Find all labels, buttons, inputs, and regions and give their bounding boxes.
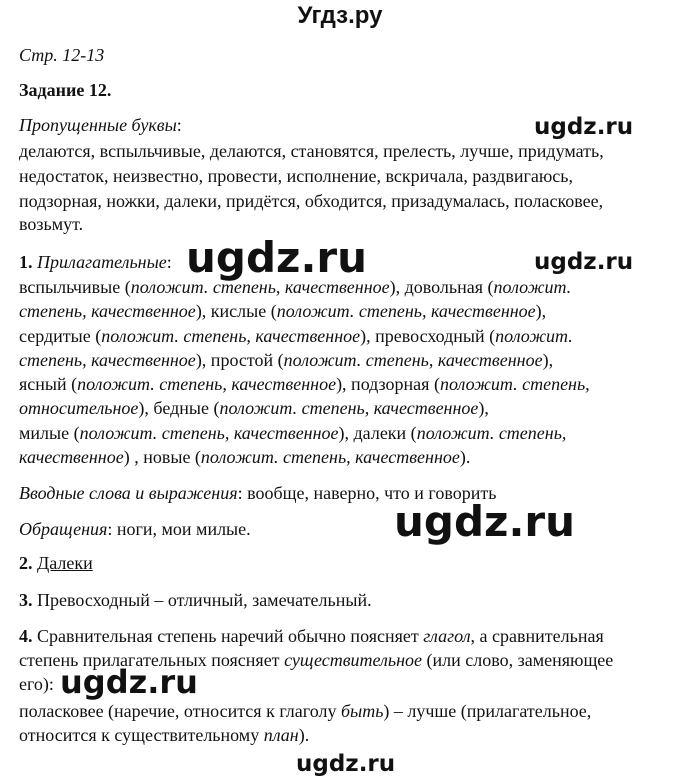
text-line <box>19 422 566 444</box>
text-segment: : <box>166 252 172 272</box>
text-segment: положит. <box>493 277 572 297</box>
text-line <box>19 114 182 136</box>
text-segment: вспыльчивые ( <box>19 277 131 297</box>
text-segment: ясный ( <box>19 374 78 394</box>
text-segment: его): <box>19 674 54 694</box>
text-segment: степень, качественное <box>19 350 196 370</box>
text-segment: Стр. 12-13 <box>19 45 105 65</box>
text-segment: , а сравнительная <box>470 626 604 646</box>
text-segment: : <box>176 115 182 135</box>
text-segment: делаются, вспыльчивые, делаются, становятся, прелесть, лучше, придумать, <box>19 141 604 161</box>
watermark: ugdz.ru <box>534 114 634 140</box>
text-segment: положит. степень, качественное <box>283 350 543 370</box>
text-line <box>19 446 470 468</box>
text-segment: ), превосходный ( <box>360 326 496 346</box>
text-segment: степень, качественное <box>19 301 196 321</box>
text-segment: подзорная, ножки, далеки, придётся, обходится, призадумалась, поласковее, <box>19 191 604 211</box>
text-line <box>19 625 604 647</box>
watermark: ugdz.ru <box>534 249 634 275</box>
text-segment: глагол <box>423 626 471 646</box>
text-segment: ), довольная ( <box>389 277 494 297</box>
text-line <box>19 140 604 162</box>
text-segment: качественное <box>19 447 124 467</box>
text-segment: ) – лучше (прилагательное, <box>383 701 592 721</box>
watermark: ugdz.ru <box>60 663 198 701</box>
text-segment: Превосходный – отличный, замечательный. <box>37 590 372 610</box>
text-segment: положит. степень, <box>439 374 590 394</box>
text-segment: Задание 12. <box>19 80 112 100</box>
text-segment: положит. степень, качественное <box>200 447 460 467</box>
text-line <box>19 349 553 371</box>
text-segment: степень прилагательных поясняет <box>19 650 285 670</box>
text-line <box>19 589 372 611</box>
text-segment: : ноги, мои милые. <box>107 519 251 539</box>
text-segment: 1. <box>19 252 37 272</box>
text-segment: положит. степень, <box>416 423 567 443</box>
text-segment: Пропущенные буквы <box>19 115 177 135</box>
text-segment: Прилагательные <box>37 252 167 272</box>
text-segment: ), далеки ( <box>338 423 417 443</box>
text-segment: 3. <box>19 590 37 610</box>
text-segment: положит. степень, качественное <box>79 423 339 443</box>
text-line <box>19 700 591 722</box>
text-line <box>19 518 251 540</box>
text-segment: 4. <box>19 626 37 646</box>
text-line <box>19 251 172 273</box>
text-segment: ), простой ( <box>195 350 284 370</box>
text-segment: 2. <box>19 553 37 573</box>
watermark: ugdz.ru <box>186 233 368 282</box>
text-segment: недостаток, неизвестно, провести, исполнение, вскричала, раздвигаюсь, <box>19 166 573 186</box>
text-line <box>19 397 489 419</box>
text-segment: (или слово, заменяющее <box>422 650 614 670</box>
text-line <box>19 673 54 695</box>
text-segment: положит. степень, качественное <box>276 301 536 321</box>
text-segment: быть <box>340 701 384 721</box>
text-segment: ). <box>298 725 310 745</box>
text-segment: поласковее (наречие, относится к глаголу <box>19 701 341 721</box>
text-line <box>19 373 590 395</box>
text-segment: положит. степень, качественное <box>130 277 390 297</box>
text-segment: ), <box>478 398 489 418</box>
text-segment: ), бедные ( <box>138 398 220 418</box>
text-segment: положит. <box>495 326 573 346</box>
text-segment: относится к существительному <box>19 725 264 745</box>
text-segment: ) , новые ( <box>123 447 201 467</box>
watermark: ugdz.ru <box>296 751 396 777</box>
text-segment: возьмут. <box>19 214 84 234</box>
text-line <box>19 724 309 746</box>
text-line <box>19 165 573 187</box>
text-segment: сердитые ( <box>19 326 102 346</box>
text-line <box>19 213 83 235</box>
text-segment: Обращения <box>19 519 108 539</box>
text-line <box>19 44 104 66</box>
text-segment: относительное <box>19 398 139 418</box>
text-segment: Сравнительная степень наречий обычно поясняет <box>37 626 424 646</box>
text-line <box>19 325 573 347</box>
text-segment: ), <box>542 350 554 370</box>
text-segment: ), <box>535 301 547 321</box>
text-line <box>19 190 603 212</box>
text-segment: положит. степень, качественное <box>101 326 361 346</box>
watermark: ugdz.ru <box>394 497 576 546</box>
text-segment: ). <box>459 447 471 467</box>
text-segment: положит. степень, качественное <box>77 374 337 394</box>
text-line <box>19 552 93 574</box>
text-segment: план <box>263 725 299 745</box>
text-segment: положит. степень, качественное <box>219 398 479 418</box>
text-line <box>19 79 111 101</box>
text-segment: : вообще, наверно, что и говорить <box>237 483 497 503</box>
text-segment: милые ( <box>19 423 80 443</box>
text-segment: ), кислые ( <box>195 301 277 321</box>
text-segment: Далеки <box>37 553 93 573</box>
site-title: Угдз.ру <box>297 2 383 29</box>
text-segment: ), подзорная ( <box>336 374 440 394</box>
text-line <box>19 300 546 322</box>
text-segment: существительное <box>284 650 423 670</box>
text-segment: Вводные слова и выражения <box>19 483 238 503</box>
